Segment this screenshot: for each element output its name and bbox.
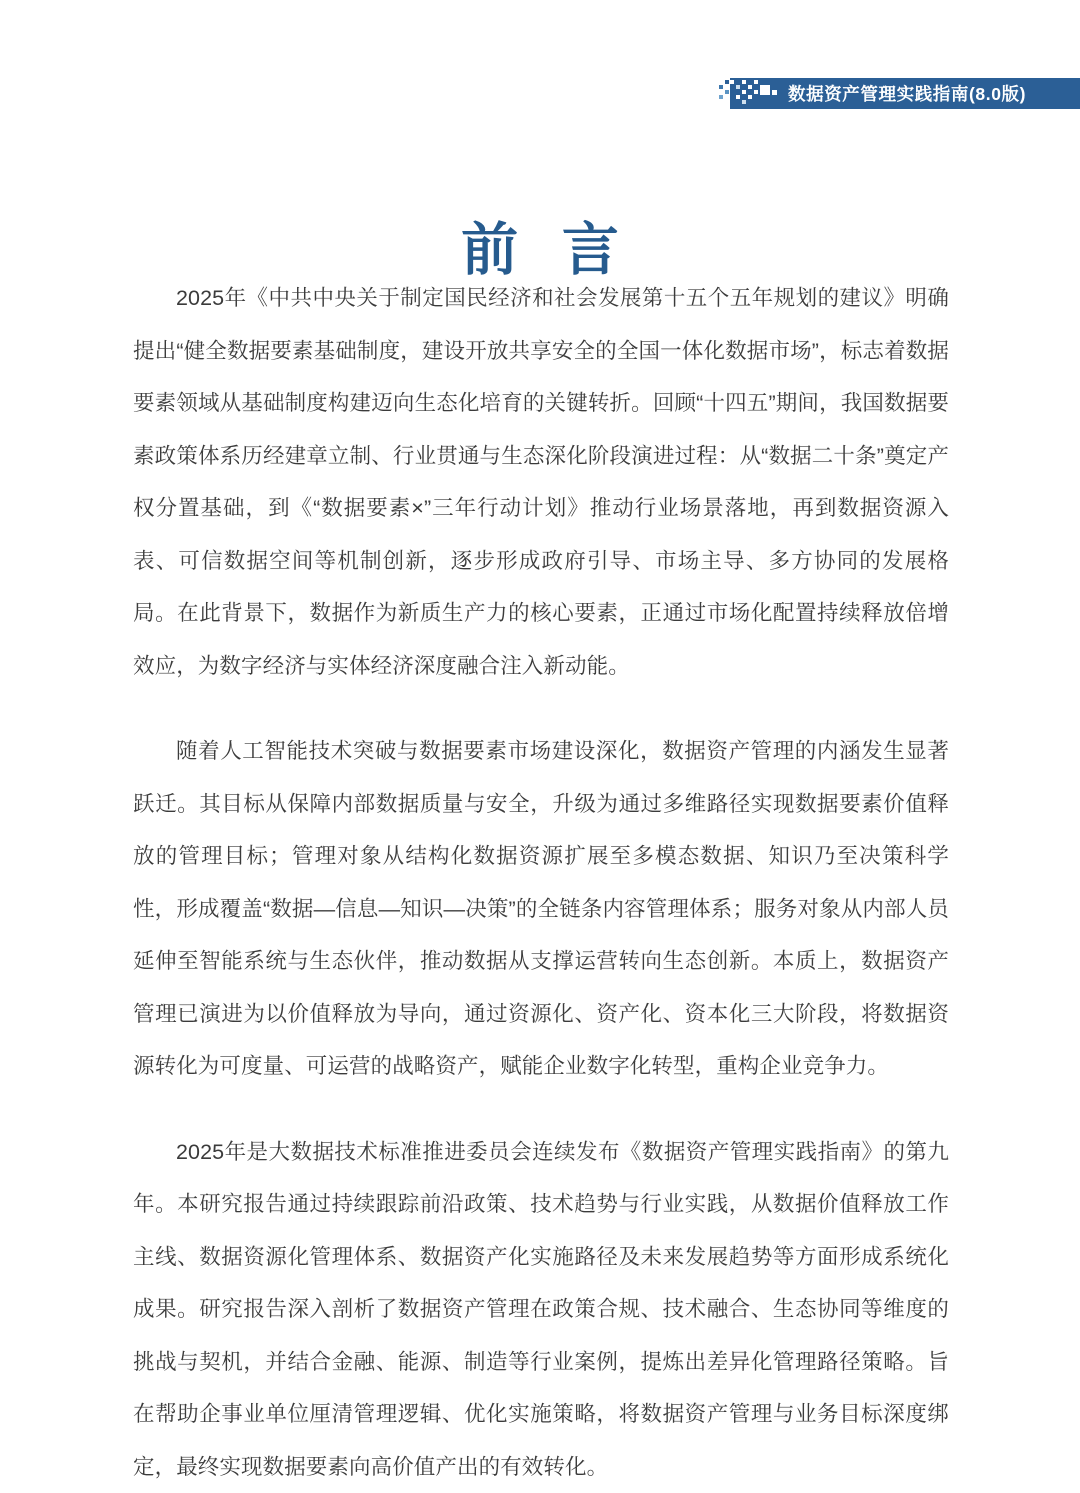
pixel-mosaic-icon (730, 78, 786, 109)
body-content (133, 272, 949, 1493)
running-header (730, 78, 1080, 109)
paragraph-1: 2025年《中共中央关于制定国民经济和社会发展第十五个五年规划的建议》明确提出“健全数据要素基础制度，建设开放共享安全的全国一体化数据市场”，标志着数据要素领域从基础制度构建迈向生态化培育的关键转折。回顾“十四五”期间，我国数据要素政策体系历经建章立制、行业贯通与生态深化阶段演进过程：从“数据二十条”奠定产权分置基础，到《“数据要素×”三年行动计划》推动行业场景落地，再到数据资源入表、可信数据空间等机制创新，逐步形成政府引导、市场主导、多方协同的发展格局。在此背景下，数据作为新质生产力的核心要素，正通过市场化配置持续释放倍增效应，为数字经济与实体经济深度融合注入新动能。 (133, 272, 949, 692)
paragraph-3: 2025年是大数据技术标准推进委员会连续发布《数据资产管理实践指南》的第九年。本研究报告通过持续跟踪前沿政策、技术趋势与行业实践，从数据价值释放工作主线、数据资源化管理体系、数据资产化实施路径及未来发展趋势等方面形成系统化成果。研究报告深入剖析了数据资产管理在政策合规、技术融合、生态协同等维度的挑战与契机，并结合金融、能源、制造等行业案例，提炼出差异化管理路径策略。旨在帮助企事业单位厘清管理逻辑、优化实施策略，将数据资产管理与业务目标深度绑定，最终实现数据要素向高价值产出的有效转化。 (133, 1126, 949, 1493)
paragraph-2: 随着人工智能技术突破与数据要素市场建设深化，数据资产管理的内涵发生显著跃迁。其目标从保障内部数据质量与安全，升级为通过多维路径实现数据要素价值释放的管理目标；管理对象从结构化数据资源扩展至多模态数据、知识乃至决策科学性，形成覆盖“数据—信息—知识—决策”的全链条内容管理体系；服务对象从内部人员延伸至智能系统与生态伙伴，推动数据从支撑运营转向生态创新。本质上，数据资产管理已演进为以价值释放为导向，通过资源化、资产化、资本化三大阶段，将数据资源转化为可度量、可运营的战略资产，赋能企业数字化转型，重构企业竞争力。 (133, 725, 949, 1093)
page-title: 前 言 (0, 214, 1080, 286)
header-title: 数据资产管理实践指南(8.0版) (788, 81, 1026, 106)
